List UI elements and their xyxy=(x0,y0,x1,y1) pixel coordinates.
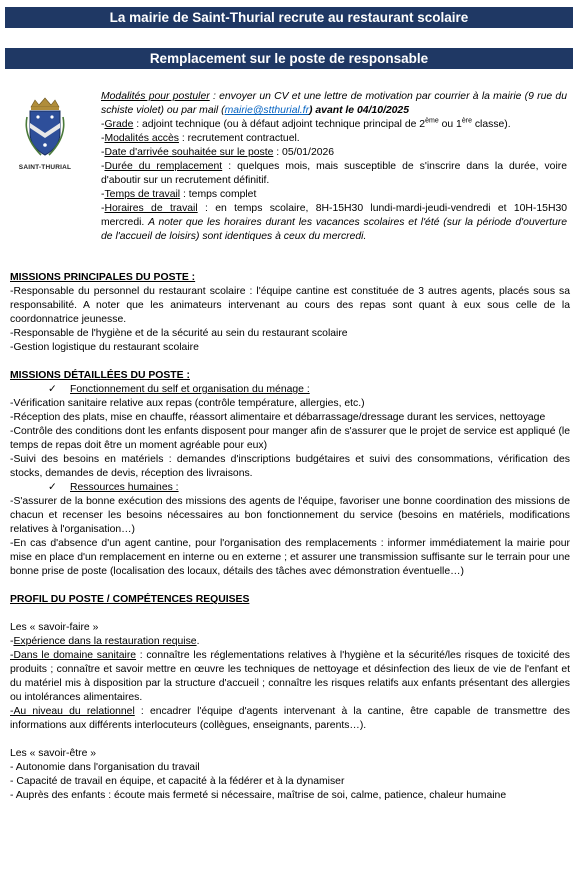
sf1-end: . xyxy=(196,636,200,647)
date-text: : 05/01/2026 xyxy=(273,147,335,158)
page-subtitle: Remplacement sur le poste de responsable xyxy=(5,48,573,69)
acces-line: -Modalités accès : recrutement contractuel. xyxy=(101,133,300,144)
grade-mid: ou 1 xyxy=(438,119,462,130)
check-icon: ✓ xyxy=(48,384,57,395)
horaires-text: : en temps scolaire, 8H-15H30 lundi-mardi-jeudi-vendredi et 10H-15H30 mercredi. xyxy=(101,203,568,228)
subsection-rh xyxy=(10,481,570,495)
email-link[interactable]: mairie@stthurial.fr xyxy=(224,105,310,116)
modalites-text: : envoyer un CV et une lettre de motivation par courrier à la mairie (9 rue du schiste violet) ou par mail ( xyxy=(101,91,567,116)
grade-sup-2: ère xyxy=(461,117,472,125)
temps-text: : temps complet xyxy=(180,189,257,200)
temps-label: Temps de travail xyxy=(104,189,181,200)
sf2-text: : connaître les réglementations relatives à l'hygiène et la sécurité/les risques de toxicité des produits ; connaître et savoir mettre en œuvre les techniques de nettoyage et désinfection des lieux de vie de l'enfant et du matériel mis à disposition par la structure d'accueil ; connaître les risques relatifs aux enfants présentant des allergies ou intolérances alimentaires. xyxy=(10,650,570,703)
grade-label: Grade xyxy=(104,119,134,130)
list-item xyxy=(10,649,570,705)
list-item: -Responsable du personnel du restaurant scolaire : l'équipe cantine est constituée de 3 autres agents, placés sous sa responsabilité. A noter que les animateurs intervenant au cours des repas sont quant à eux sous celle de la coordonnatrice jeunesse. xyxy=(10,286,570,325)
duree-label: Durée du remplacement xyxy=(104,161,223,172)
list-item: -Expérience dans la restauration requise. xyxy=(10,636,200,647)
horaires-line: -Horaires de travail : en temps scolaire, 8H-15H30 lundi-mardi-jeudi-vendredi et 10H-15H30 mercredi. A noter que les horaires durant les vacances scolaires et l'été (sur la période d'ouverture de l'accueil de loisirs) sont identiques à ceux du mercredi. xyxy=(101,203,568,242)
list-item: -Suivi des besoins en matériels : demandes d'inscriptions budgétaires et suivi des consommations, vérification des stocks, demandes de devis, réception des livraisons. xyxy=(10,454,570,479)
modalites-line xyxy=(101,90,567,118)
page-title: La mairie de Saint-Thurial recrute au restaurant scolaire xyxy=(5,7,573,28)
list-item xyxy=(10,705,570,733)
section-title-profil: PROFIL DU POSTE / COMPÉTENCES REQUISES xyxy=(10,594,250,605)
list-item: -Vérification sanitaire relative aux repas (contrôle température, allergies, etc.) xyxy=(10,398,365,409)
horaires-label: Horaires de travail xyxy=(104,203,198,214)
modalites-label: Modalités pour postuler xyxy=(101,91,210,102)
duree-line: -Durée du remplacement : quelques mois, mais susceptible de s'inscrire dans la durée, voire d'aboutir sur un recrutement définitif. xyxy=(101,161,568,186)
sf3-text: : encadrer l'équipe d'agents intervenant à la cantine, être capable de transmettre des informations aux différents interlocuteurs (collègues, enseignants, parents…). xyxy=(10,706,570,731)
acces-text: : recrutement contractuel. xyxy=(178,133,300,144)
list-item: -Réception des plats, mise en chauffe, réassort alimentaire et débarrassage/dressage durant les services, nettoyage xyxy=(10,412,546,423)
subsection-title: Ressources humaines : xyxy=(70,482,179,493)
list-item: -Contrôle des conditions dont les enfants disposent pour manger afin de s'assurer que le projet de service est appliqué (le temps de repas doit être un moment agréable pour eux) xyxy=(10,426,570,451)
temps-line: -Temps de travail : temps complet xyxy=(101,189,257,200)
logo xyxy=(18,97,72,175)
subsection-title: Fonctionnement du self et organisation du ménage : xyxy=(70,384,310,395)
acces-label: Modalités accès xyxy=(104,133,179,144)
list-item: -Gestion logistique du restaurant scolaire xyxy=(10,342,199,353)
date-line: -Date d'arrivée souhaitée sur le poste : 05/01/2026 xyxy=(101,147,335,158)
grade-line: -Grade : adjoint technique (ou à défaut adjoint technique principal de 2ème ou 1ère classe). xyxy=(101,117,511,130)
sf1-text: Expérience dans la restauration requise xyxy=(13,636,197,647)
logo-caption: SAINT-THURIAL xyxy=(18,164,72,171)
application-info xyxy=(101,90,567,244)
job-description xyxy=(10,271,570,803)
saint-thurial-crest-icon xyxy=(21,97,69,159)
savoir-etre-title: Les « savoir-être » xyxy=(10,748,97,759)
list-item: - Autonomie dans l'organisation du travail xyxy=(10,762,200,773)
grade-end: classe). xyxy=(471,119,511,130)
list-item: -Responsable de l'hygiène et de la sécurité au sein du restaurant scolaire xyxy=(10,328,348,339)
grade-sup-1: ème xyxy=(425,117,439,125)
list-item: -En cas d'absence d'un agent cantine, pour l'organisation des remplacements : informer immédiatement la mairie pour mise en place d'un remplacement en interne ou en externe ; et assurer une transmission suffisante sur le terrain pour une bonne prise de poste (localisation des locaux, détails des tâches avec démonstration éventuelle…) xyxy=(10,538,570,577)
sf2-label: -Dans le domaine sanitaire xyxy=(10,650,137,661)
check-icon: ✓ xyxy=(48,482,57,493)
modalites-end: ) avant le 04/10/2025 xyxy=(309,105,409,116)
duree-text: : quelques mois, mais susceptible de s'inscrire dans la durée, voire d'aboutir sur un recrutement définitif. xyxy=(101,161,568,186)
list-item: - Auprès des enfants : écoute mais fermeté si nécessaire, maîtrise de soi, calme, patience, chaleur humaine xyxy=(10,790,507,801)
subsection-self xyxy=(10,383,570,397)
sf3-label: -Au niveau du relationnel xyxy=(10,706,135,717)
list-item: -S'assurer de la bonne exécution des missions des agents de l'équipe, favoriser une bonne coordination des missions de chacun et recenser les besoins nécessaires au bon fonctionnement du service (besoins en matériels, modifications relatives à l'organisation…) xyxy=(10,496,570,535)
section-title-missions-detaillees: MISSIONS DÉTAILLÉES DU POSTE : xyxy=(10,370,190,381)
grade-text: : adjoint technique (ou à défaut adjoint technique principal de 2 xyxy=(133,119,426,130)
list-item: - Capacité de travail en équipe, et capacité à la fédérer et à la dynamiser xyxy=(10,776,345,787)
date-label: Date d'arrivée souhaitée sur le poste xyxy=(104,147,274,158)
section-title-missions-principales: MISSIONS PRINCIPALES DU POSTE : xyxy=(10,272,196,283)
savoir-faire-title: Les « savoir-faire » xyxy=(10,622,99,633)
horaires-note: A noter que les horaires durant les vacances scolaires et l'été (sur la période d'ouverture de l'accueil de loisirs) sont identiques à ceux du mercredi. xyxy=(101,217,567,242)
